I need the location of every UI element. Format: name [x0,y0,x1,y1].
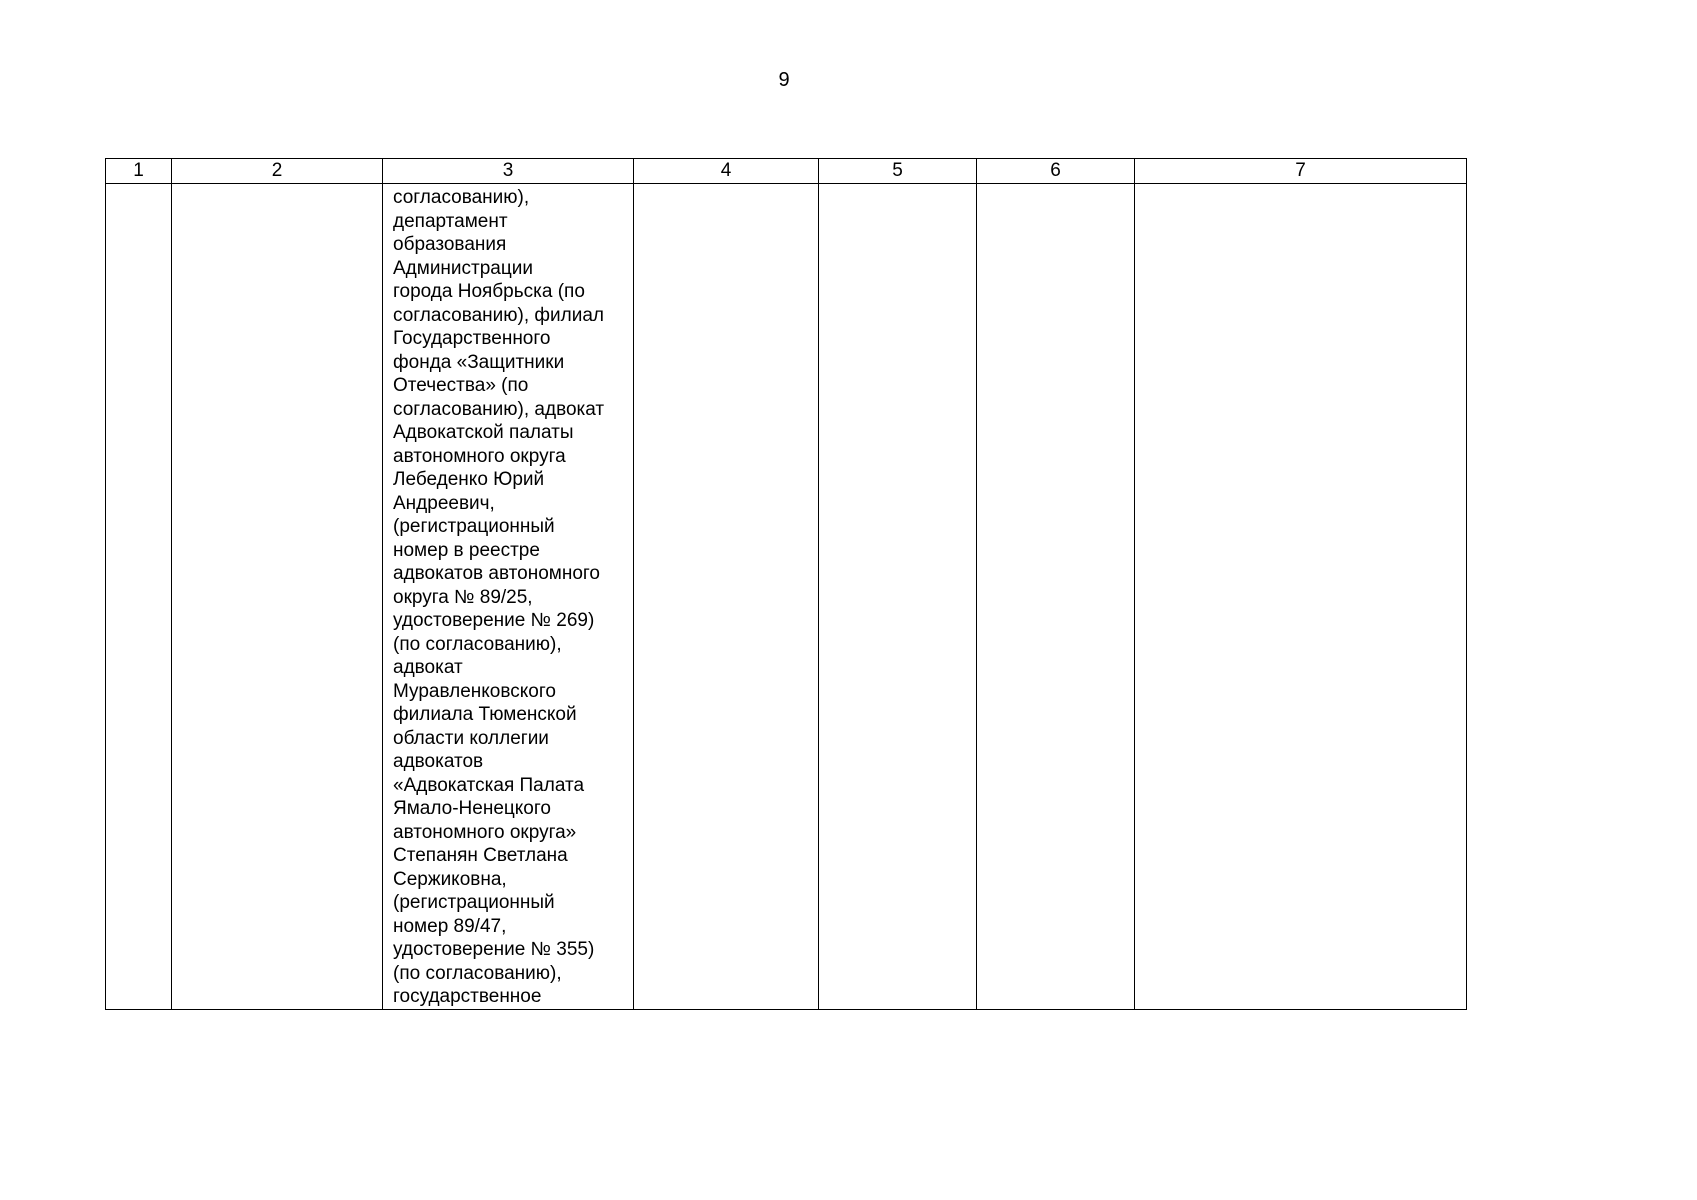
column-header-5: 5 [819,159,977,184]
page-number: 9 [778,69,790,91]
column-header-4: 4 [634,159,819,184]
cell-col7 [1135,184,1467,1010]
cell-col2 [172,184,383,1010]
table-header-row [106,159,1467,184]
column-header-2: 2 [172,159,383,184]
column-header-1: 1 [106,159,172,184]
cell-col1 [106,184,172,1010]
column-header-3: 3 [383,159,634,184]
cell-col5 [819,184,977,1010]
column-header-7: 7 [1135,159,1467,184]
cell-col3 [383,184,634,1010]
cell-col4 [634,184,819,1010]
cell-col6 [977,184,1135,1010]
column-header-6: 6 [977,159,1135,184]
document-table [105,158,1467,1010]
table-row [106,184,1467,1010]
cell-col3-text: согласованию), департамент образования Администрации города Ноябрьска (по согласованию), филиал Государственного фонда «Защитники Отечества» (по согласованию), адвокат Адвокатской палаты автономного округа Лебеденко Юрий Андреевич, (регистрационный номер в реестре адвокатов автономного округа № 89/25, удостоверение № 269) (по согласованию), адвокат Муравленковского филиала Тюменской области коллегии адвокатов «Адвокатская Палата Ямало-Ненецкого автономного округа» Степанян Светлана Сержиковна, (регистрационный номер 89/47, удостоверение № 355) (по согласованию), государственное [393,187,605,1007]
